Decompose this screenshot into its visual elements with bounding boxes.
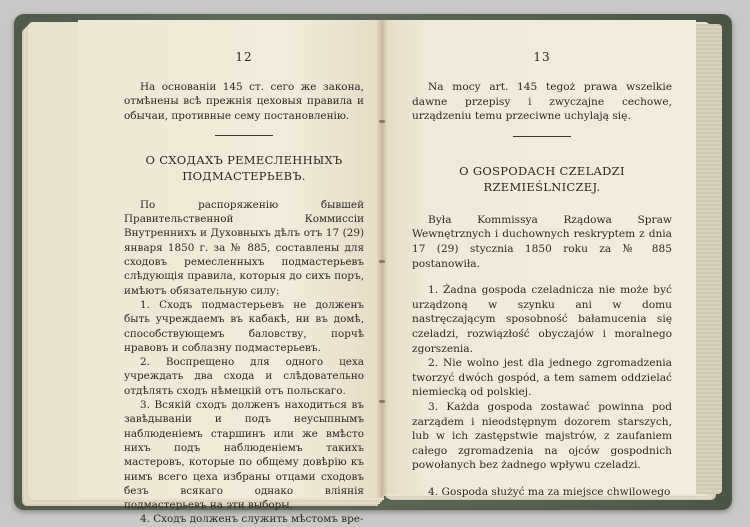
section-heading: [124, 152, 364, 184]
heading-line: O GOSPODACH CZELADZI: [459, 163, 625, 178]
list-item: 3. Всякiй сходъ долженъ находиться въ завѣдыванiи и подъ неусыпнымъ наблюденiемъ старшинъ или же вмѣсто нихъ подъ наблюденiемъ такихъ мастеровъ, которые по общему довѣрiю къ нимъ всего цеха избраны отцами сходовъ безъ всякаго однако влiянiя подмастерьевъ на эти выборы.: [124, 399, 364, 512]
cover-cloth-edge: [696, 24, 722, 494]
list-item: 4. Сходъ долженъ служить мѣстомъ вре-: [140, 513, 364, 526]
list-item: 4. Gospoda służyć ma za miejsce chwilowego: [428, 485, 671, 498]
binding-stitch: [379, 260, 385, 263]
section-divider: [215, 135, 273, 136]
spacer: [412, 271, 672, 283]
list-item: 1. Żadna gospoda czeladnicza nie może być urządzoną w szynku ani w domu nastręczającym sposobność bałamucenia się czeladzi, rozwiązłość obyczajów i moralnego zgorszenia.: [412, 284, 672, 355]
heading-line: RZEMIEŚLNICZEJ.: [483, 179, 601, 194]
body-paragraph: По распоряженiю бывшей Правительственной Коммиссiи Внутреннихъ и Духовныхъ дѣлъ отъ 17 (29) января 1850 г. за № 885, составлены для сходовъ ремесленныхъ подмастерьевъ слѣдующiя правила, которыя до сихъ поръ, имѣютъ обязательную силу:: [124, 198, 364, 297]
heading-line: О СХОДАХЪ РЕМЕСЛЕННЫХЪ: [145, 152, 343, 167]
section-heading: [412, 163, 672, 195]
heading-line: ПОДМАСТЕРЬЕВЪ.: [182, 168, 306, 183]
page-number: 12: [235, 50, 253, 64]
section-divider: [513, 136, 571, 137]
list-item: 1. Сходъ подмастерьевъ не долженъ быть учреждаемъ въ кабакѣ, ни въ домѣ, способствующемъ баловству, порчѣ нравовъ и соблазну подмастерьевъ.: [124, 298, 364, 354]
left-page: [78, 20, 382, 526]
right-page: [382, 20, 696, 498]
body-paragraph: Była Kommissya Rządowa Spraw Wewnętrznych i duchownych reskryptem z dnia 17 (29) stycznia 1850 roku za № 885 postanowiła.: [412, 213, 672, 270]
list-item: 3. Każda gospoda zostawać powinna pod zarządem i nieodstępnym dozorem starszych, lub w ich zastępstwie majstrów, z zaufaniem całego zgromadzenia na ojców gospodnich powołanych bez żadnego wpływu czeladzi.: [412, 400, 672, 472]
list-item: 2. Nie wolno jest dla jednego zgromadzenia tworzyć dwóch gospód, a tem samem oddzielać niemiecką od polskiej.: [412, 357, 672, 399]
intro-paragraph: Na mocy art. 145 tegoż prawa wszelkie dawne przepisy i zwyczajne cechowe, urządzeniu temu przeciwne uchylają się.: [412, 81, 672, 123]
book-gutter: [376, 20, 388, 498]
list-item: 2. Воспрещено для одного цеха учреждать два схода и слѣдовательно отдѣлять сходъ нѣмецкiй отъ польскаго.: [124, 356, 364, 397]
page-number: 13: [533, 50, 551, 64]
binding-stitch: [379, 400, 385, 403]
intro-paragraph: На основанiи 145 ст. сего же закона, отмѣнены всѣ прежнiя цеховыя правила и обычаи, противные сему постановленiю.: [124, 81, 364, 122]
binding-stitch: [379, 120, 385, 123]
spacer: [412, 473, 672, 485]
